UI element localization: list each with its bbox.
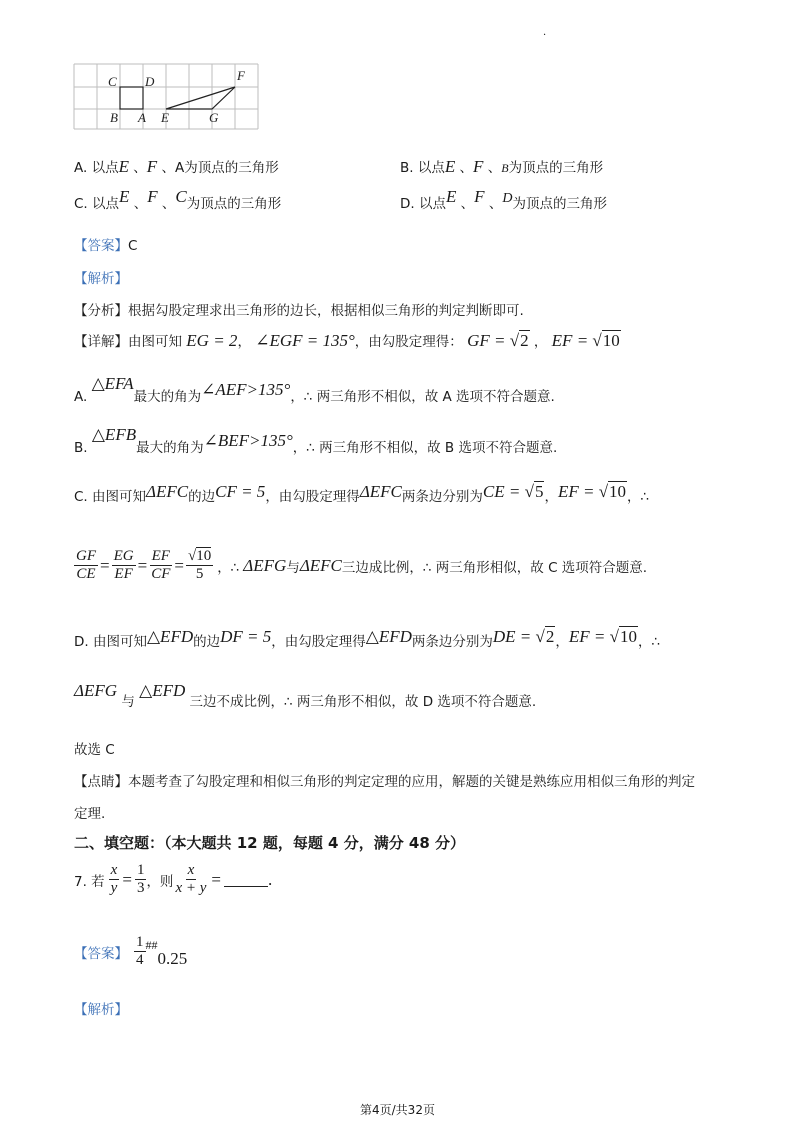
section-title: 二、填空题：（本大题共 12 题，每题 4 分，满分 48 分） xyxy=(74,834,466,852)
label-b: B xyxy=(110,110,118,125)
page-dot: · xyxy=(543,30,547,41)
choose-line: 故选 C xyxy=(74,742,115,758)
label-d: D xyxy=(145,74,155,89)
square-abcd xyxy=(120,87,143,109)
line-d: D. 由图可知△EFD的边DF = 5，由勾股定理得△EFD两条边分别为DE = √2，EF = √10，∴ xyxy=(74,627,661,650)
analysis-1-tag: 【解析】 xyxy=(74,271,128,287)
option-a: A. 以点E 、F 、A为顶点的三角形 xyxy=(74,157,279,176)
label-a: A xyxy=(138,110,146,125)
dianjing-line-1: 【点睛】本题考查了勾股定理和相似三角形的判定定理的应用，解题的关键是熟练应用相似三角形的判定 xyxy=(74,774,695,790)
label-f: F xyxy=(237,68,245,83)
line-c: C. 由图可知ΔEFC的边CF = 5，由勾股定理得ΔEFC两条边分别为CE = √5，EF = √10，∴ xyxy=(74,482,650,505)
option-c: C. 以点E 、F 、C为顶点的三角形 xyxy=(74,187,282,212)
ratio-c: $\frac{GF}{CE}$ = $\frac{EG}{EF}$ = $\frac{EF}{CF}$ = $\frac{√10}{5}$ ，∴ ΔEFG 与 ΔEFC 三边成比例，∴ 两三角形相似，故 C 选项符合题意. xyxy=(76,548,648,582)
page-footer: 第4页/共32页 xyxy=(360,1103,435,1117)
analysis-2-tag: 【解析】 xyxy=(74,1002,128,1018)
line-b: B. △EFB最大的角为∠BEF>135°，∴ 两三角形不相似，故 B 选项不符合题意. xyxy=(74,425,558,456)
answer-2: 【答案】 $\frac{1}{4}$ ## 0.25 xyxy=(74,934,188,968)
geometry-figure xyxy=(72,62,262,132)
line-d2: ΔEFG 与 △EFD 三边不成比例，∴ 两三角形不相似，故 D 选项不符合题意. xyxy=(74,681,537,710)
question-7: 7. 若 $\frac{x}{y}$ = $\frac{1}{3}$ ，则 $\frac{x}{x + y}$ = . xyxy=(74,862,273,896)
option-d: D. 以点E 、F 、D为顶点的三角形 xyxy=(400,187,607,212)
line-a: A. △EFA最大的角为∠AEF>135°，∴ 两三角形不相似，故 A 选项不符合题意. xyxy=(74,374,555,405)
label-e: E xyxy=(161,110,169,125)
answer-blank xyxy=(224,872,268,887)
option-b: B. 以点E 、F 、B为顶点的三角形 xyxy=(400,157,604,176)
fenxi-line: 【分析】根据勾股定理求出三角形的边长，根据相似三角形的判定判断即可. xyxy=(74,303,524,319)
triangle-efg xyxy=(166,87,235,109)
label-g: G xyxy=(209,110,219,125)
label-c: C xyxy=(108,74,117,89)
answer-1: 【答案】C xyxy=(74,238,138,254)
dianjing-line-2: 定理. xyxy=(74,806,106,822)
xiangjie-line: 【详解】由图可知 EG = 2， ∠EGF = 135°，由勾股定理得： GF = √2 ， EF = √10 xyxy=(74,331,620,350)
